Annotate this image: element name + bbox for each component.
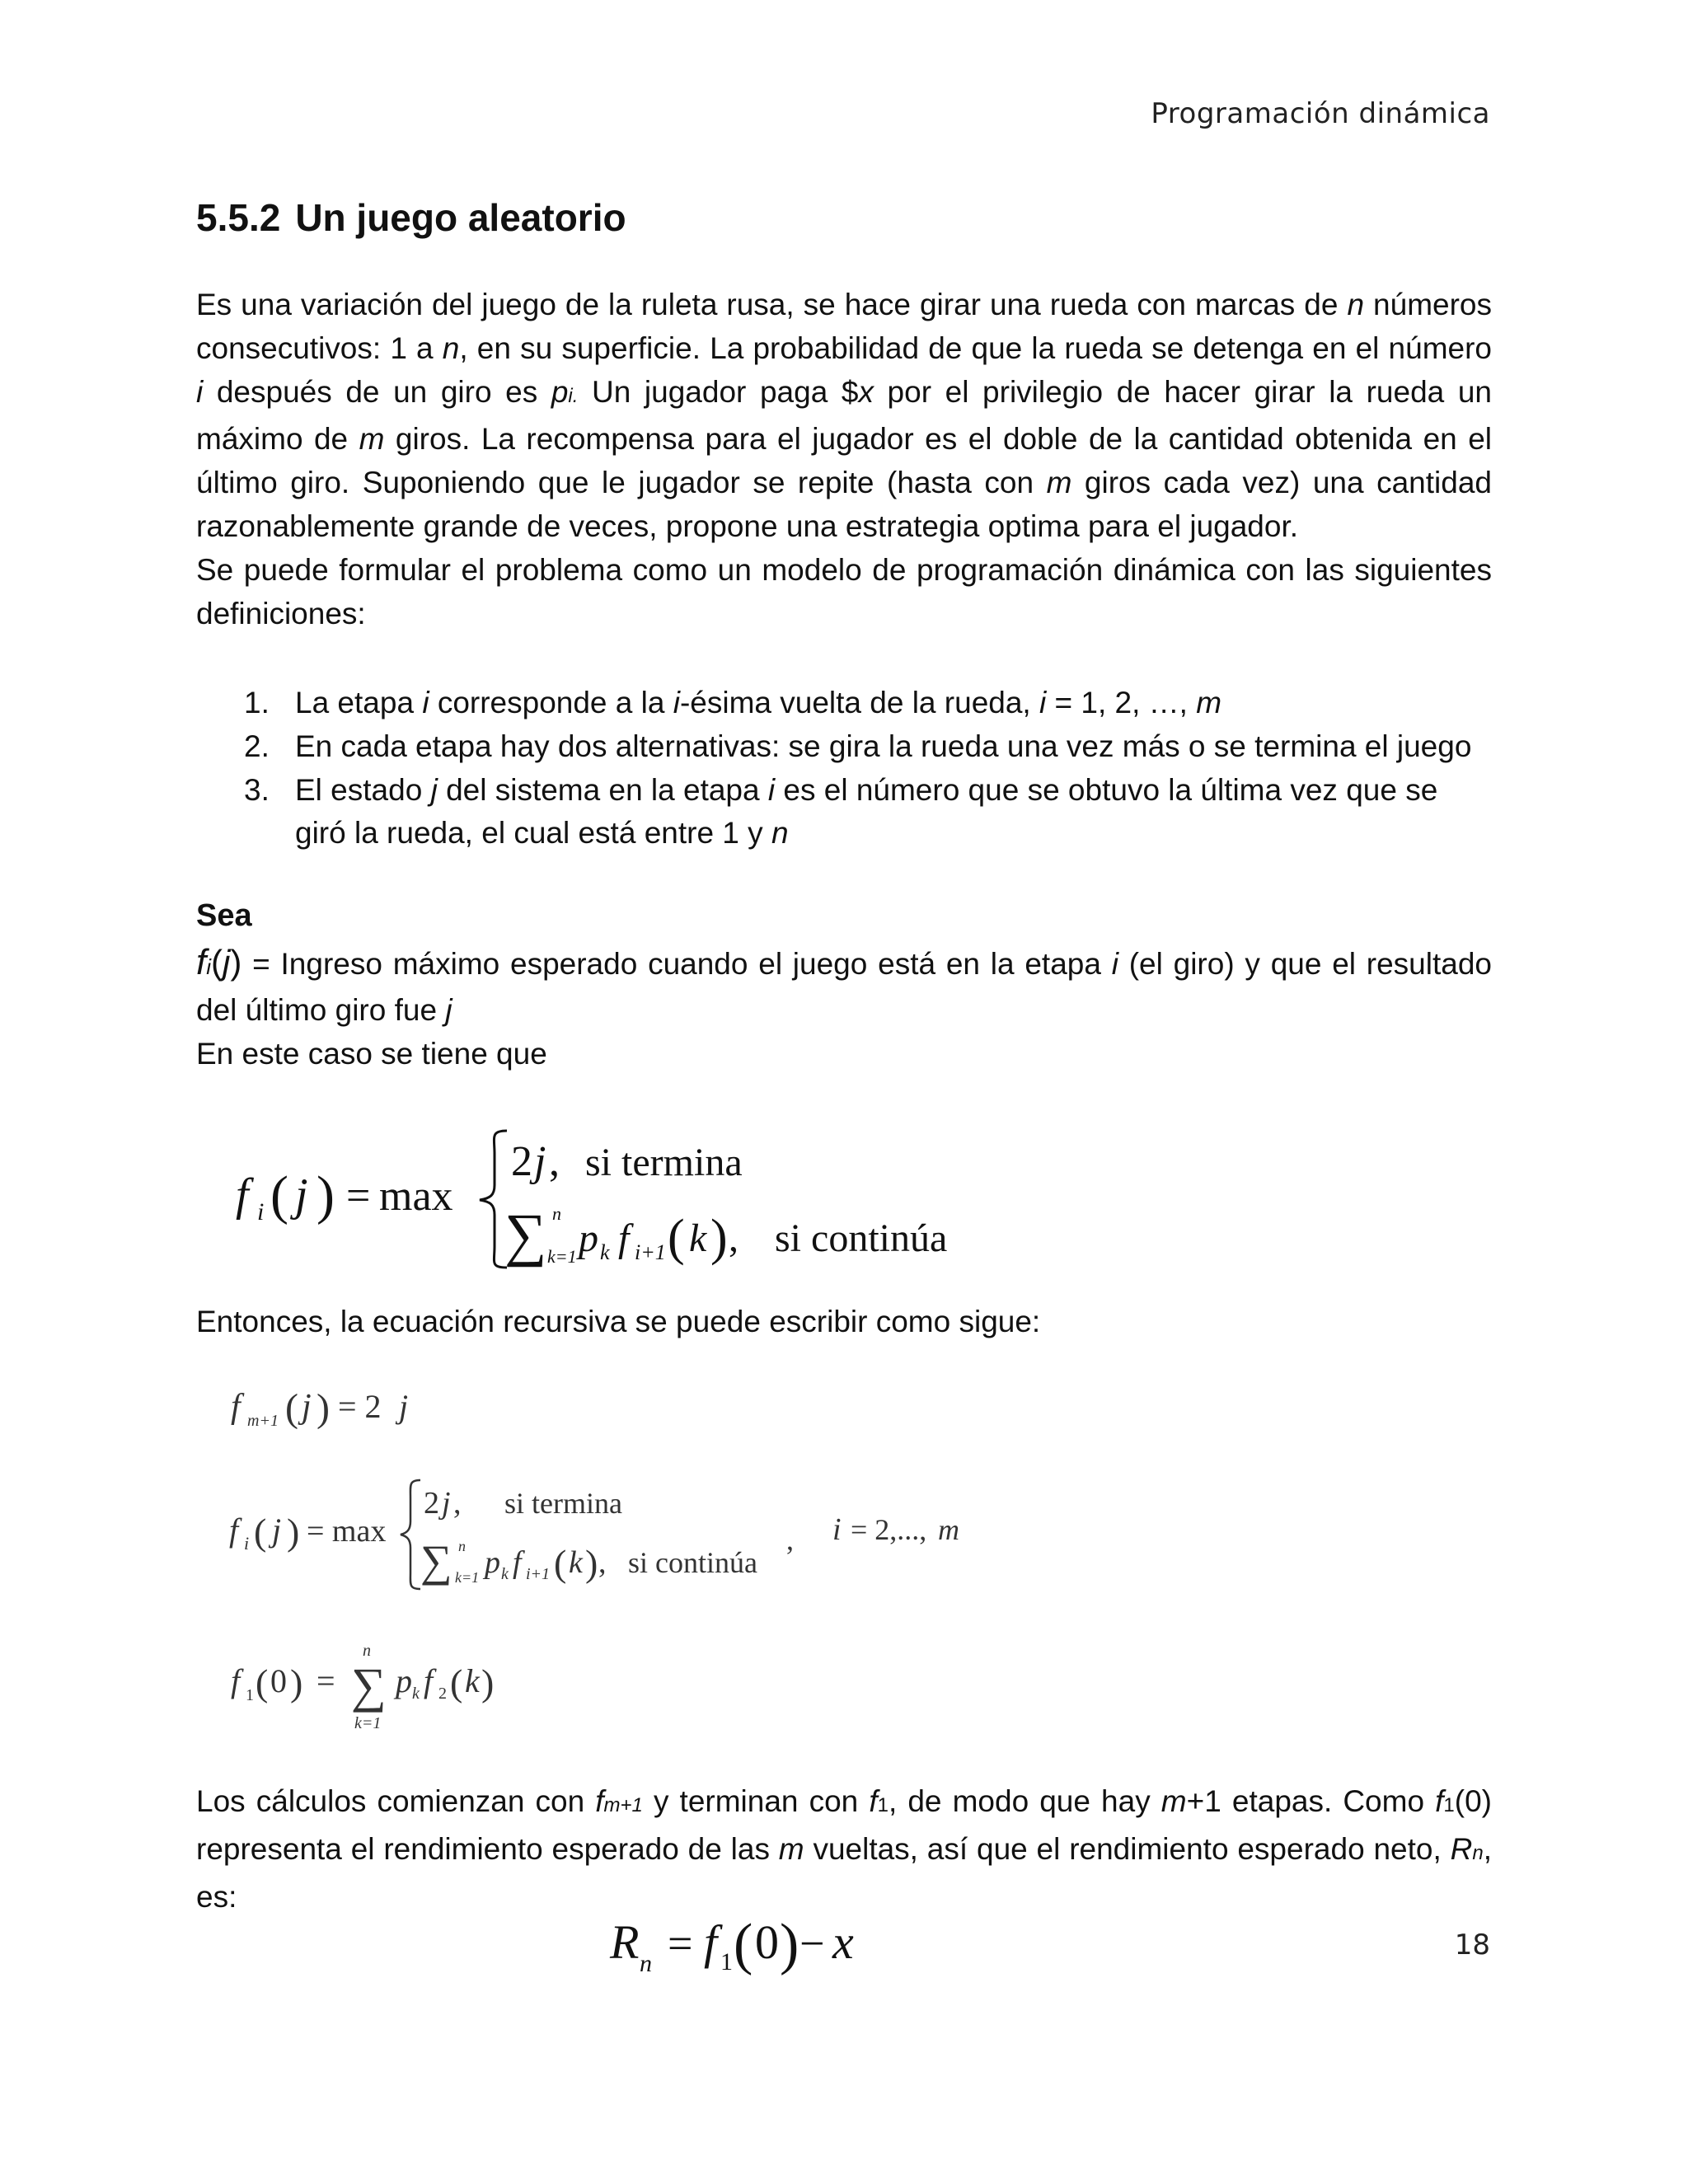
eq5-arg: 0 [755, 1915, 779, 1969]
text-run: i. [568, 384, 579, 407]
text-run: giros cada vez) una cantidad razonablemente grande de veces, propone una estrategia optima para el jugador. [196, 466, 1492, 543]
text-run: x [858, 374, 874, 409]
eq5-f: f [704, 1915, 718, 1969]
final-paragraph [196, 1780, 1492, 1919]
eq2-sub: m+1 [247, 1412, 279, 1430]
eq1-paren-close: ) [316, 1165, 335, 1226]
eq1-case2-comma: , [729, 1216, 738, 1260]
text-run: vueltas, así que el rendimiento esperado neto, [804, 1831, 1451, 1866]
eq3-paren-close: ) [287, 1511, 300, 1553]
text-run: , es: [196, 1831, 1492, 1914]
eq3-range-eq: = 2,..., [851, 1513, 927, 1546]
eq1-paren-close-2: ) [710, 1210, 728, 1266]
eq1-paren-open: ( [270, 1165, 288, 1226]
text-run: f [196, 942, 207, 982]
list-item [196, 682, 1492, 725]
text-run: del sistema en la etapa [437, 772, 768, 807]
eq1-sum-bottom: k=1 [547, 1246, 577, 1267]
eq3-case2-comma: , [598, 1545, 607, 1580]
eq1-paren-open-2: ( [668, 1210, 685, 1266]
equation-4 [223, 1636, 569, 1743]
text-run: -ésima vuelta de la rueda, [679, 686, 1039, 719]
text-run: = 1, 2, …, [1046, 686, 1197, 719]
running-header: Programación dinámica [1151, 97, 1490, 130]
eq5-f-sub: 1 [720, 1948, 733, 1975]
eq1-case1-label: si termina [585, 1141, 743, 1184]
eq2-rhs-j: j [399, 1388, 409, 1425]
text-run: i [767, 772, 776, 807]
eq4-sum-bottom: k=1 [354, 1714, 382, 1732]
eq3-sub: i [244, 1533, 250, 1554]
text-run: n [1347, 288, 1365, 321]
eq4-eq: = [316, 1662, 335, 1699]
text-run: i [196, 374, 204, 409]
text-run: después de un giro es [203, 374, 551, 409]
eq3-p: p [485, 1545, 500, 1580]
section-title-text: Un juego aleatorio [295, 196, 626, 239]
entonces-paragraph [196, 1301, 1492, 1344]
eq3-range-m: m [938, 1513, 959, 1546]
text-run: y terminan con [642, 1784, 870, 1818]
text-run: ( [211, 943, 223, 982]
text-run: j [223, 943, 231, 982]
text-run: m+1 [603, 1794, 643, 1816]
eq2-f: f [231, 1388, 241, 1426]
eq5-eq: = [668, 1919, 693, 1968]
eq3-case1-j: j [442, 1486, 451, 1521]
eq1-brace [480, 1131, 507, 1268]
eq4-sub: 1 [246, 1686, 254, 1704]
eq3-trail-comma: , [786, 1523, 794, 1556]
definition-paragraph [196, 941, 1492, 1076]
eq4-f2: f [424, 1662, 434, 1699]
text-run: n [771, 816, 789, 851]
list-marker: 3. [244, 772, 270, 807]
text-run: giros. La recompensa para el jugador es el doble de la cantidad obtenida en el último giro. Suponiendo que le jugador se repite (hasta con [196, 422, 1492, 500]
text-run: f [1435, 1784, 1444, 1818]
eq5-paren-open: ( [734, 1913, 753, 1976]
list-marker: 1. [244, 686, 270, 719]
eq2-arg: j [302, 1388, 312, 1426]
section-title [196, 195, 626, 240]
eq1-k: k [689, 1216, 707, 1260]
intro-paragraph-1 [196, 284, 1492, 549]
text-run: i [673, 686, 680, 719]
eq1-p: p [579, 1216, 598, 1260]
text-run: 1 [1443, 1794, 1455, 1816]
definition-followup: En este caso se tiene que [196, 1036, 547, 1071]
eq3-sum-bottom: k=1 [455, 1569, 480, 1586]
eq3-range-i: i [832, 1512, 842, 1547]
text-run: corresponde a la [429, 686, 673, 719]
text-run: n [442, 330, 460, 365]
definition-line [196, 941, 1492, 1033]
eq4-paren-close-2: ) [481, 1661, 495, 1704]
eq1-p-sub: k [600, 1240, 610, 1264]
section-number: 5.5.2 [196, 196, 281, 239]
eq1-eq: = [346, 1173, 371, 1220]
eq5-minus: − [799, 1919, 825, 1968]
text-run: En cada etapa hay dos alternativas: se gira la rueda una vez más o se termina el juego [295, 729, 1472, 763]
eq1-f: f [236, 1169, 249, 1221]
text-run: por el privilegio de hacer girar la rueda un máximo de [196, 374, 1492, 457]
eq2-paren-close: ) [316, 1386, 330, 1430]
text-run: i [1111, 947, 1118, 981]
eq3-f2-sub: i+1 [526, 1565, 551, 1583]
text-run: es el número que se obtuvo la última vez que se giró la rueda, el cual está entre 1 y [295, 772, 1438, 851]
equation-3 [223, 1467, 1063, 1599]
eq4-paren-open: ( [256, 1661, 269, 1704]
equation-5 [593, 1904, 923, 1986]
eq3-f: f [229, 1511, 239, 1549]
text-run: m [359, 422, 385, 457]
eq1-f2: f [618, 1216, 630, 1260]
text-run: (el giro) y que el resultado del último giro fue [196, 947, 1492, 1027]
eq5-R-sub: n [640, 1950, 652, 1977]
text-run: f [869, 1784, 878, 1818]
eq3-brace [401, 1480, 420, 1589]
text-run: ) [230, 943, 242, 982]
eq4-f: f [231, 1662, 241, 1699]
text-run: (0) representa el rendimiento esperado de las [196, 1784, 1492, 1866]
eq3-f2: f [513, 1545, 522, 1580]
text-run: +1 etapas. Como [1186, 1784, 1436, 1818]
eq2-paren-open: ( [285, 1386, 298, 1430]
eq3-k: k [569, 1545, 583, 1580]
text-run: p [551, 374, 569, 409]
text-run: m [1046, 466, 1072, 500]
text-run: i [1039, 686, 1047, 719]
eq4-sum-top: n [363, 1642, 371, 1660]
text-run: R [1450, 1831, 1473, 1866]
eq5-x: x [832, 1915, 854, 1969]
text-run: f [595, 1784, 604, 1818]
eq4-p-sub: k [412, 1685, 420, 1703]
list-item [196, 769, 1492, 856]
eq3-eq-max: = max [307, 1514, 387, 1549]
intro-paragraphs [196, 284, 1492, 635]
text-run: m [1196, 686, 1222, 719]
equation-2 [223, 1376, 470, 1442]
eq1-f2-sub: i+1 [635, 1240, 666, 1264]
final-text [196, 1780, 1492, 1919]
text-run: j [430, 772, 438, 807]
text-run: n [1472, 1841, 1484, 1864]
text-run: Es una variación del juego de la ruleta rusa, se hace girar una rueda con marcas de [196, 288, 1348, 321]
eq1-max: max [379, 1173, 453, 1220]
eq1-case2-label: si continúa [775, 1216, 948, 1260]
definitions-list [196, 682, 1492, 855]
list-item [196, 725, 1492, 769]
eq1-sub: i [257, 1198, 265, 1226]
eq4-k: k [465, 1662, 480, 1699]
eq1-case1-comma: , [549, 1138, 560, 1185]
eq2-rhs: = 2 [338, 1388, 382, 1425]
text-run: , de modo que hay [888, 1784, 1161, 1818]
eq3-sum-top: n [458, 1538, 466, 1554]
list-marker: 2. [244, 729, 270, 763]
text-run: La etapa [295, 686, 423, 719]
text-run: i [422, 686, 429, 719]
eq3-p-sub: k [501, 1565, 509, 1583]
eq3-paren-open: ( [254, 1511, 267, 1553]
eq4-paren-open-2: ( [450, 1661, 463, 1704]
entonces-text: Entonces, la ecuación recursiva se puede escribir como sigue: [196, 1305, 1041, 1338]
eq5-paren-close: ) [780, 1913, 799, 1976]
text-run: i [206, 954, 212, 979]
text-run: números consecutivos: 1 a [196, 288, 1493, 365]
text-run: m [778, 1831, 804, 1866]
equation-1 [223, 1113, 1014, 1277]
eq3-paren-open-2: ( [554, 1542, 567, 1584]
eq1-sum-top: n [552, 1203, 561, 1224]
eq4-paren-close: ) [290, 1661, 303, 1704]
text-run: = Ingreso máximo esperado cuando el juego está en la etapa [241, 947, 1112, 981]
page-number: 18 [1454, 1929, 1490, 1961]
eq1-sum: ∑ [504, 1202, 547, 1268]
eq3-case1-comma: , [453, 1486, 462, 1521]
eq3-case1-label: si termina [504, 1487, 622, 1520]
text-run: m [1160, 1784, 1187, 1818]
intro-paragraph-2: Se puede formular el problema como un modelo de programación dinámica con las siguientes definiciones: [196, 552, 1492, 630]
text-run: Los cálculos comienzan con [196, 1784, 596, 1818]
eq3-case2-label: si continúa [628, 1546, 757, 1579]
text-run: , en su superficie. La probabilidad de que la rueda se detenga en el número [459, 330, 1492, 365]
eq3-paren-close-2: ) [585, 1542, 598, 1584]
text-run: Un jugador paga $ [578, 374, 859, 409]
eq5-R: R [610, 1915, 640, 1969]
eq4-p: p [396, 1662, 412, 1699]
eq4-sum: ∑ [351, 1658, 387, 1713]
eq1-case1-j: j [534, 1138, 546, 1185]
text-run: El estado [295, 772, 431, 807]
eq4-arg: 0 [270, 1662, 287, 1699]
eq1-case1-2: 2 [511, 1138, 532, 1185]
eq3-arg: j [272, 1511, 282, 1549]
eq3-case1-2: 2 [424, 1486, 439, 1521]
text-run: 1 [877, 1794, 889, 1816]
eq1-arg: j [295, 1169, 308, 1221]
text-run: j [445, 992, 452, 1027]
eq3-sum: ∑ [420, 1536, 452, 1586]
sea-heading: Sea [196, 898, 252, 933]
eq4-f2-sub: 2 [438, 1685, 447, 1703]
